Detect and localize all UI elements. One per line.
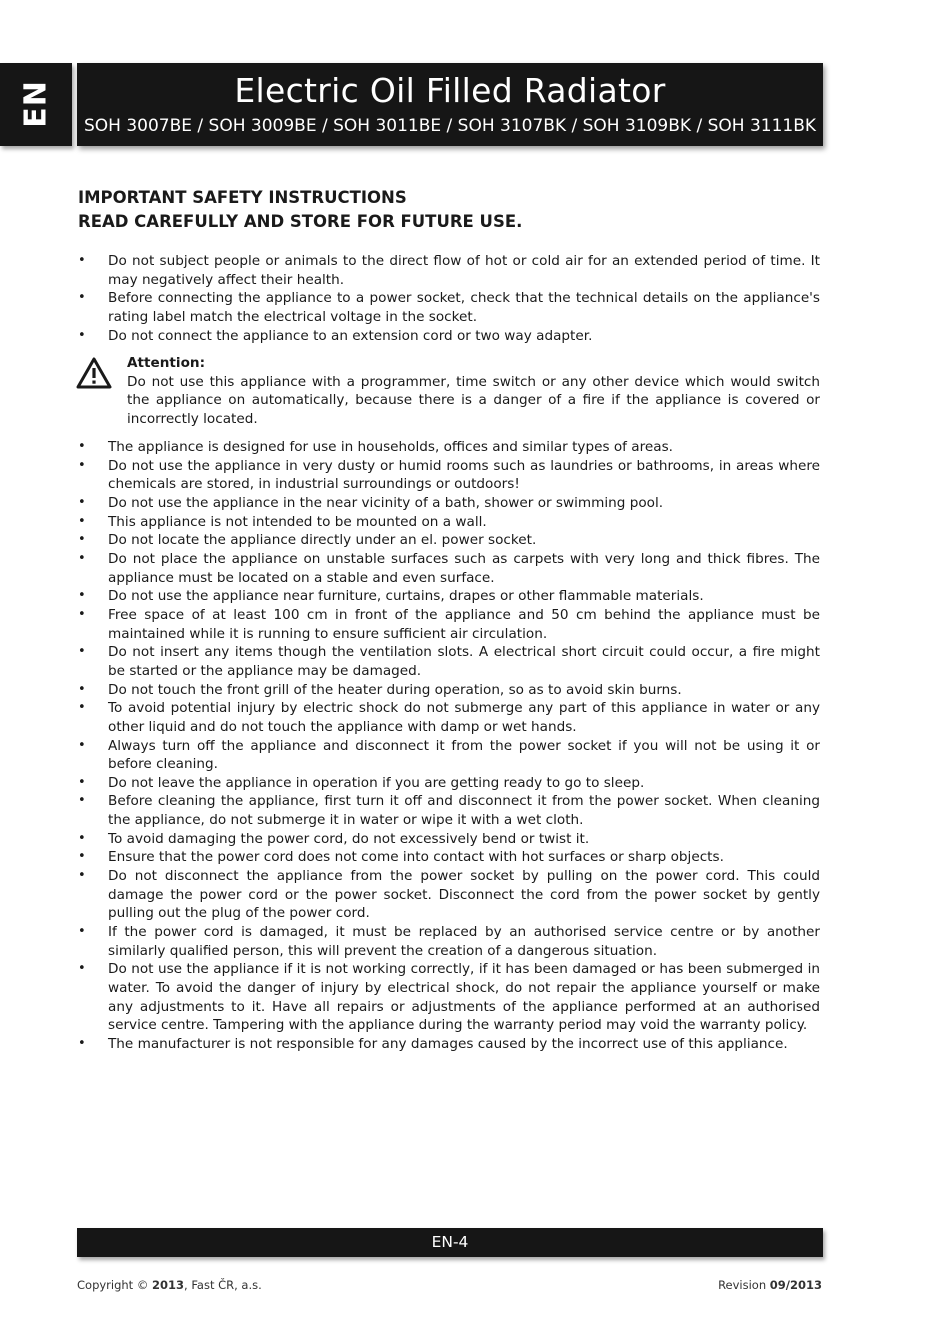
language-label: EN: [18, 80, 54, 128]
bullet-marker: •: [78, 1036, 86, 1051]
list-item-text: To avoid damaging the power cord, do not excessively bend or twist it.: [108, 830, 590, 847]
bullet-marker: •: [78, 606, 86, 622]
list-item: [78, 289, 820, 326]
list-item: [78, 848, 820, 867]
list-item: [78, 830, 820, 849]
list-item-text: To avoid potential injury by electric shock do not submerge any part of this appliance in water or any other liquid and do not touch the appliance with damp or wet hands.: [108, 700, 820, 735]
list-item-text: Before connecting the appliance to a power socket, check that the technical details on the appliance's rating label match the electrical voltage in the socket.: [108, 290, 820, 325]
bullet-marker: •: [78, 550, 86, 566]
list-item-text: Do not leave the appliance in operation if you are getting ready to go to sleep.: [108, 774, 645, 791]
list-item: [78, 606, 820, 643]
list-item: [78, 867, 820, 923]
copyright-prefix: Copyright ©: [77, 1278, 153, 1292]
list-item: [78, 960, 820, 1035]
list-item: [78, 531, 820, 550]
list-item-text: Do not subject people or animals to the direct flow of hot or cold air for an extended period of time. It may negatively affect their health.: [108, 253, 820, 288]
list-item: [78, 438, 820, 457]
bullet-marker: •: [78, 793, 86, 809]
list-item: [78, 327, 820, 346]
list-item-text: Free space of at least 100 cm in front of the appliance and 50 cm behind the appliance must be maintained while it is running to ensure sufficient air circulation.: [108, 606, 820, 642]
bullet-marker: •: [78, 457, 86, 473]
bullet-marker: •: [78, 290, 86, 306]
list-item-text: Do not connect the appliance to an extension cord or two way adapter.: [108, 327, 593, 344]
list-item-text: The appliance is designed for use in households, offices and similar types of areas.: [108, 439, 674, 455]
attention-text: Do not use this appliance with a programmer, time switch or any other device which would switch the appliance on automatically, because there is a danger of a fire if the appliance is covered or incorrectly located.: [127, 373, 820, 427]
list-item-text: Do not locate the appliance directly under an el. power socket.: [108, 532, 537, 549]
attention-title: Attention:: [127, 355, 206, 371]
bullet-marker: •: [78, 644, 86, 660]
list-item-text: Do not use the appliance near furniture, curtains, drapes or other flammable materials.: [108, 588, 704, 605]
list-item-text: Do not use the appliance in the near vicinity of a bath, shower or swimming pool.: [108, 494, 664, 511]
bullet-marker: •: [78, 439, 86, 454]
safety-subheading: READ CAREFULLY AND STORE FOR FUTURE USE.: [78, 212, 523, 231]
list-item: [78, 774, 820, 793]
bullet-marker: •: [78, 924, 86, 940]
list-item: [78, 587, 820, 606]
list-item: [78, 792, 820, 829]
list-item-text: Do not use the appliance in very dusty or humid rooms such as laundries or bathrooms, in areas where chemicals are stored, in industrial surroundings or outdoors!: [108, 457, 820, 493]
revision-value: 09/2013: [769, 1278, 822, 1292]
model-numbers: SOH 3007BE / SOH 3009BE / SOH 3011BE / SOH 3107BK / SOH 3109BK / SOH 3111BK: [83, 116, 817, 136]
list-item-text: Always turn off the appliance and disconnect it from the power socket if you will not be using it or before cleaning.: [108, 737, 820, 773]
bullet-marker: •: [78, 513, 86, 529]
list-item: [78, 550, 820, 587]
list-item-text: Do not insert any items though the ventilation slots. A electrical short circuit could occur, a fire might be started or the appliance may be damaged.: [108, 644, 820, 679]
bullet-marker: •: [78, 588, 86, 604]
list-item-text: Before cleaning the appliance, first turn it off and disconnect it from the power socket. When cleaning the appliance, do not submerge it in water or wipe it with a wet cloth.: [108, 793, 820, 829]
safety-heading: IMPORTANT SAFETY INSTRUCTIONS: [78, 188, 407, 207]
bullet-marker: •: [78, 532, 86, 548]
page-footer-bar: [77, 1228, 823, 1257]
list-item: [78, 643, 820, 680]
safety-list-a: [78, 252, 820, 345]
list-item-text: Ensure that the power cord does not come into contact with hot surfaces or sharp objects.: [108, 849, 724, 866]
list-item-text: The manufacturer is not responsible for any damages caused by the incorrect use of this appliance.: [108, 1036, 788, 1052]
list-item: [78, 457, 820, 494]
bullet-marker: •: [78, 830, 86, 846]
copyright: [77, 1278, 262, 1292]
list-item-text: Do not disconnect the appliance from the power socket by pulling on the power cord. This could damage the power cord or the power socket. Disconnect the cord from the power socket by gently pulling out the plug of the power cord.: [108, 868, 820, 922]
list-item: [78, 699, 820, 736]
copyright-company: , Fast ČR, a.s.: [184, 1278, 262, 1292]
document-title: Electric Oil Filled Radiator: [234, 71, 666, 110]
language-tab: [0, 63, 72, 146]
bullet-marker: •: [78, 253, 86, 268]
list-item-text: Do not place the appliance on unstable surfaces such as carpets with very long and thick fibres. The appliance must be located on a stable and even surface.: [108, 550, 820, 586]
warning-triangle-icon: [76, 357, 112, 389]
list-item-text: If the power cord is damaged, it must be replaced by an authorised service centre or by another similarly qualified person, this will prevent the creation of a dangerous situation.: [108, 924, 820, 959]
bullet-marker: •: [78, 327, 86, 343]
bullet-marker: •: [78, 849, 86, 865]
list-item: [78, 513, 820, 532]
bullet-marker: •: [78, 737, 86, 753]
bullet-marker: •: [78, 961, 86, 977]
list-item: [78, 681, 820, 700]
safety-list-b: [78, 438, 820, 1054]
list-item: [78, 737, 820, 774]
page-number: EN-4: [431, 1233, 469, 1251]
list-item: [78, 923, 820, 960]
bullet-marker: •: [78, 868, 86, 884]
title-bar: [77, 63, 823, 146]
list-item-text: This appliance is not intended to be mounted on a wall.: [108, 513, 487, 530]
list-item: [78, 252, 820, 289]
bullet-marker: •: [78, 700, 86, 716]
revision-label: Revision: [718, 1278, 770, 1292]
bullet-marker: •: [78, 774, 86, 790]
copyright-year: 2013: [152, 1278, 185, 1292]
list-item-text: Do not touch the front grill of the heater during operation, so as to avoid skin burns.: [108, 681, 682, 698]
revision: [718, 1278, 822, 1292]
bullet-marker: •: [78, 681, 86, 697]
bullet-marker: •: [78, 494, 86, 510]
list-item-text: Do not use the appliance if it is not working correctly, if it has been damaged or has been submerged in water. To avoid the danger of injury by electrical shock, do not repair the appliance yourself or make any adjustments to it. Have all repairs or adjustments of the appliance performed at an authorised service centre. Tampering with the appliance during the warranty period may void the warranty policy.: [108, 961, 820, 1034]
list-item: [78, 1035, 820, 1054]
list-item: [78, 494, 820, 513]
